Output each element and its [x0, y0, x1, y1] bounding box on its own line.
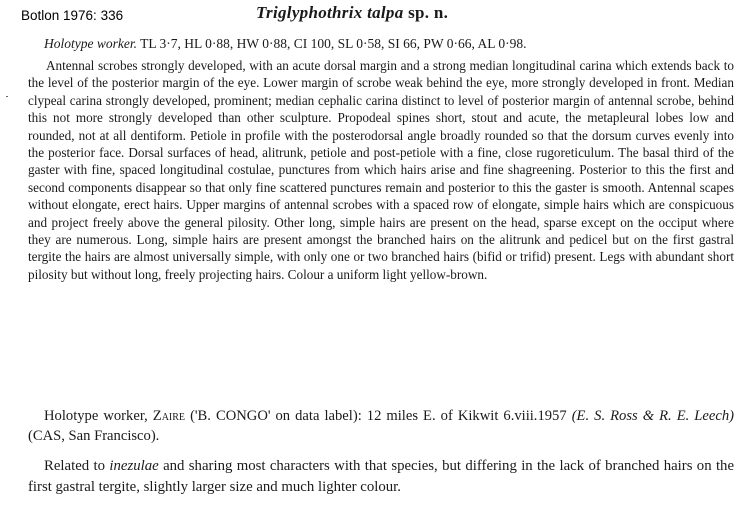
citation-label: Botlon 1976: 336 — [21, 8, 124, 23]
holotype-measure-label: Holotype worker. — [44, 36, 137, 51]
margin-mark — [6, 96, 8, 97]
species-name: Triglyphothrix talpa — [256, 3, 404, 22]
description-paragraph: Antennal scrobes strongly developed, with an acute dorsal margin and a strong median longitudinal carina which extends back to the level of the posterior margin of the eye. Lower margin of scrobe weak behind the eye, more strongly developed in front. Median clypeal carina strongly developed, prominent; median cephalic carina distinct to level of posterior margin of antennal scrobe, behind this not more strongly developed than other sculpture. Propodeal spines short, stout and acute, the metapleural lobes low and rounded, not at all dentiform. Petiole in profile with the posterodorsal angle broadly rounded so that the dorsum curves evenly into the posterior face. Dorsal surfaces of head, alitrunk, petiole and post-petiole with a fine, close rugoreticulum. The basal third of the gaster with fine, spaced longitudinal costulae, punctures from which hairs arise and fine shagreening. Posterior to this the first and second components disappear so that only fine scattered punctures remain and posterior to this the gaster is smooth. Antennal scapes without elongate, erect hairs. Upper margins of antennal scrobes with a spaced row of elongate, simple hairs which are conspicuous and project freely above the general pilosity. Other long, simple hairs are present on the head, sparse except on the occiput where they are numerous. Long, simple hairs are present amongst the branched hairs on the alitrunk and pedicel but on the first gastral tergite the hairs are almost universally simple, with only one or two branched hairs (bifid or trifid) present. Legs with abundant short pilosity but without long, freely projecting hairs. Colour a uniform light yellow-brown. — [28, 58, 734, 282]
holotype-record-prefix: Holotype worker, — [44, 408, 148, 424]
comparison-text: and sharing most characters with that species, but differing in the lack of branched hairs on the first gastral tergite, slightly larger size and much lighter colour. — [28, 458, 735, 495]
holotype-label-note: ('B. CONGO' on data label): 12 miles E. of Kikwit 6.viii.1957 — [190, 408, 567, 424]
holotype-depository: (CAS, San Francisco). — [28, 428, 160, 444]
comparison-paragraph — [28, 456, 734, 497]
holotype-record-paragraph — [28, 406, 734, 446]
species-title — [256, 3, 448, 23]
holotype-collectors: (E. S. Ross & R. E. Leech) — [571, 408, 734, 424]
species-suffix: sp. n. — [408, 3, 449, 22]
holotype-measure-values: TL 3·7, HL 0·88, HW 0·88, CI 100, SL 0·58, SI 66, PW 0·66, AL 0·98. — [140, 36, 527, 51]
comparison-taxon: inezulae — [109, 458, 159, 474]
holotype-measurements — [44, 36, 526, 52]
comparison-prefix: Related to — [44, 458, 106, 474]
holotype-country: Zaire — [152, 408, 186, 424]
